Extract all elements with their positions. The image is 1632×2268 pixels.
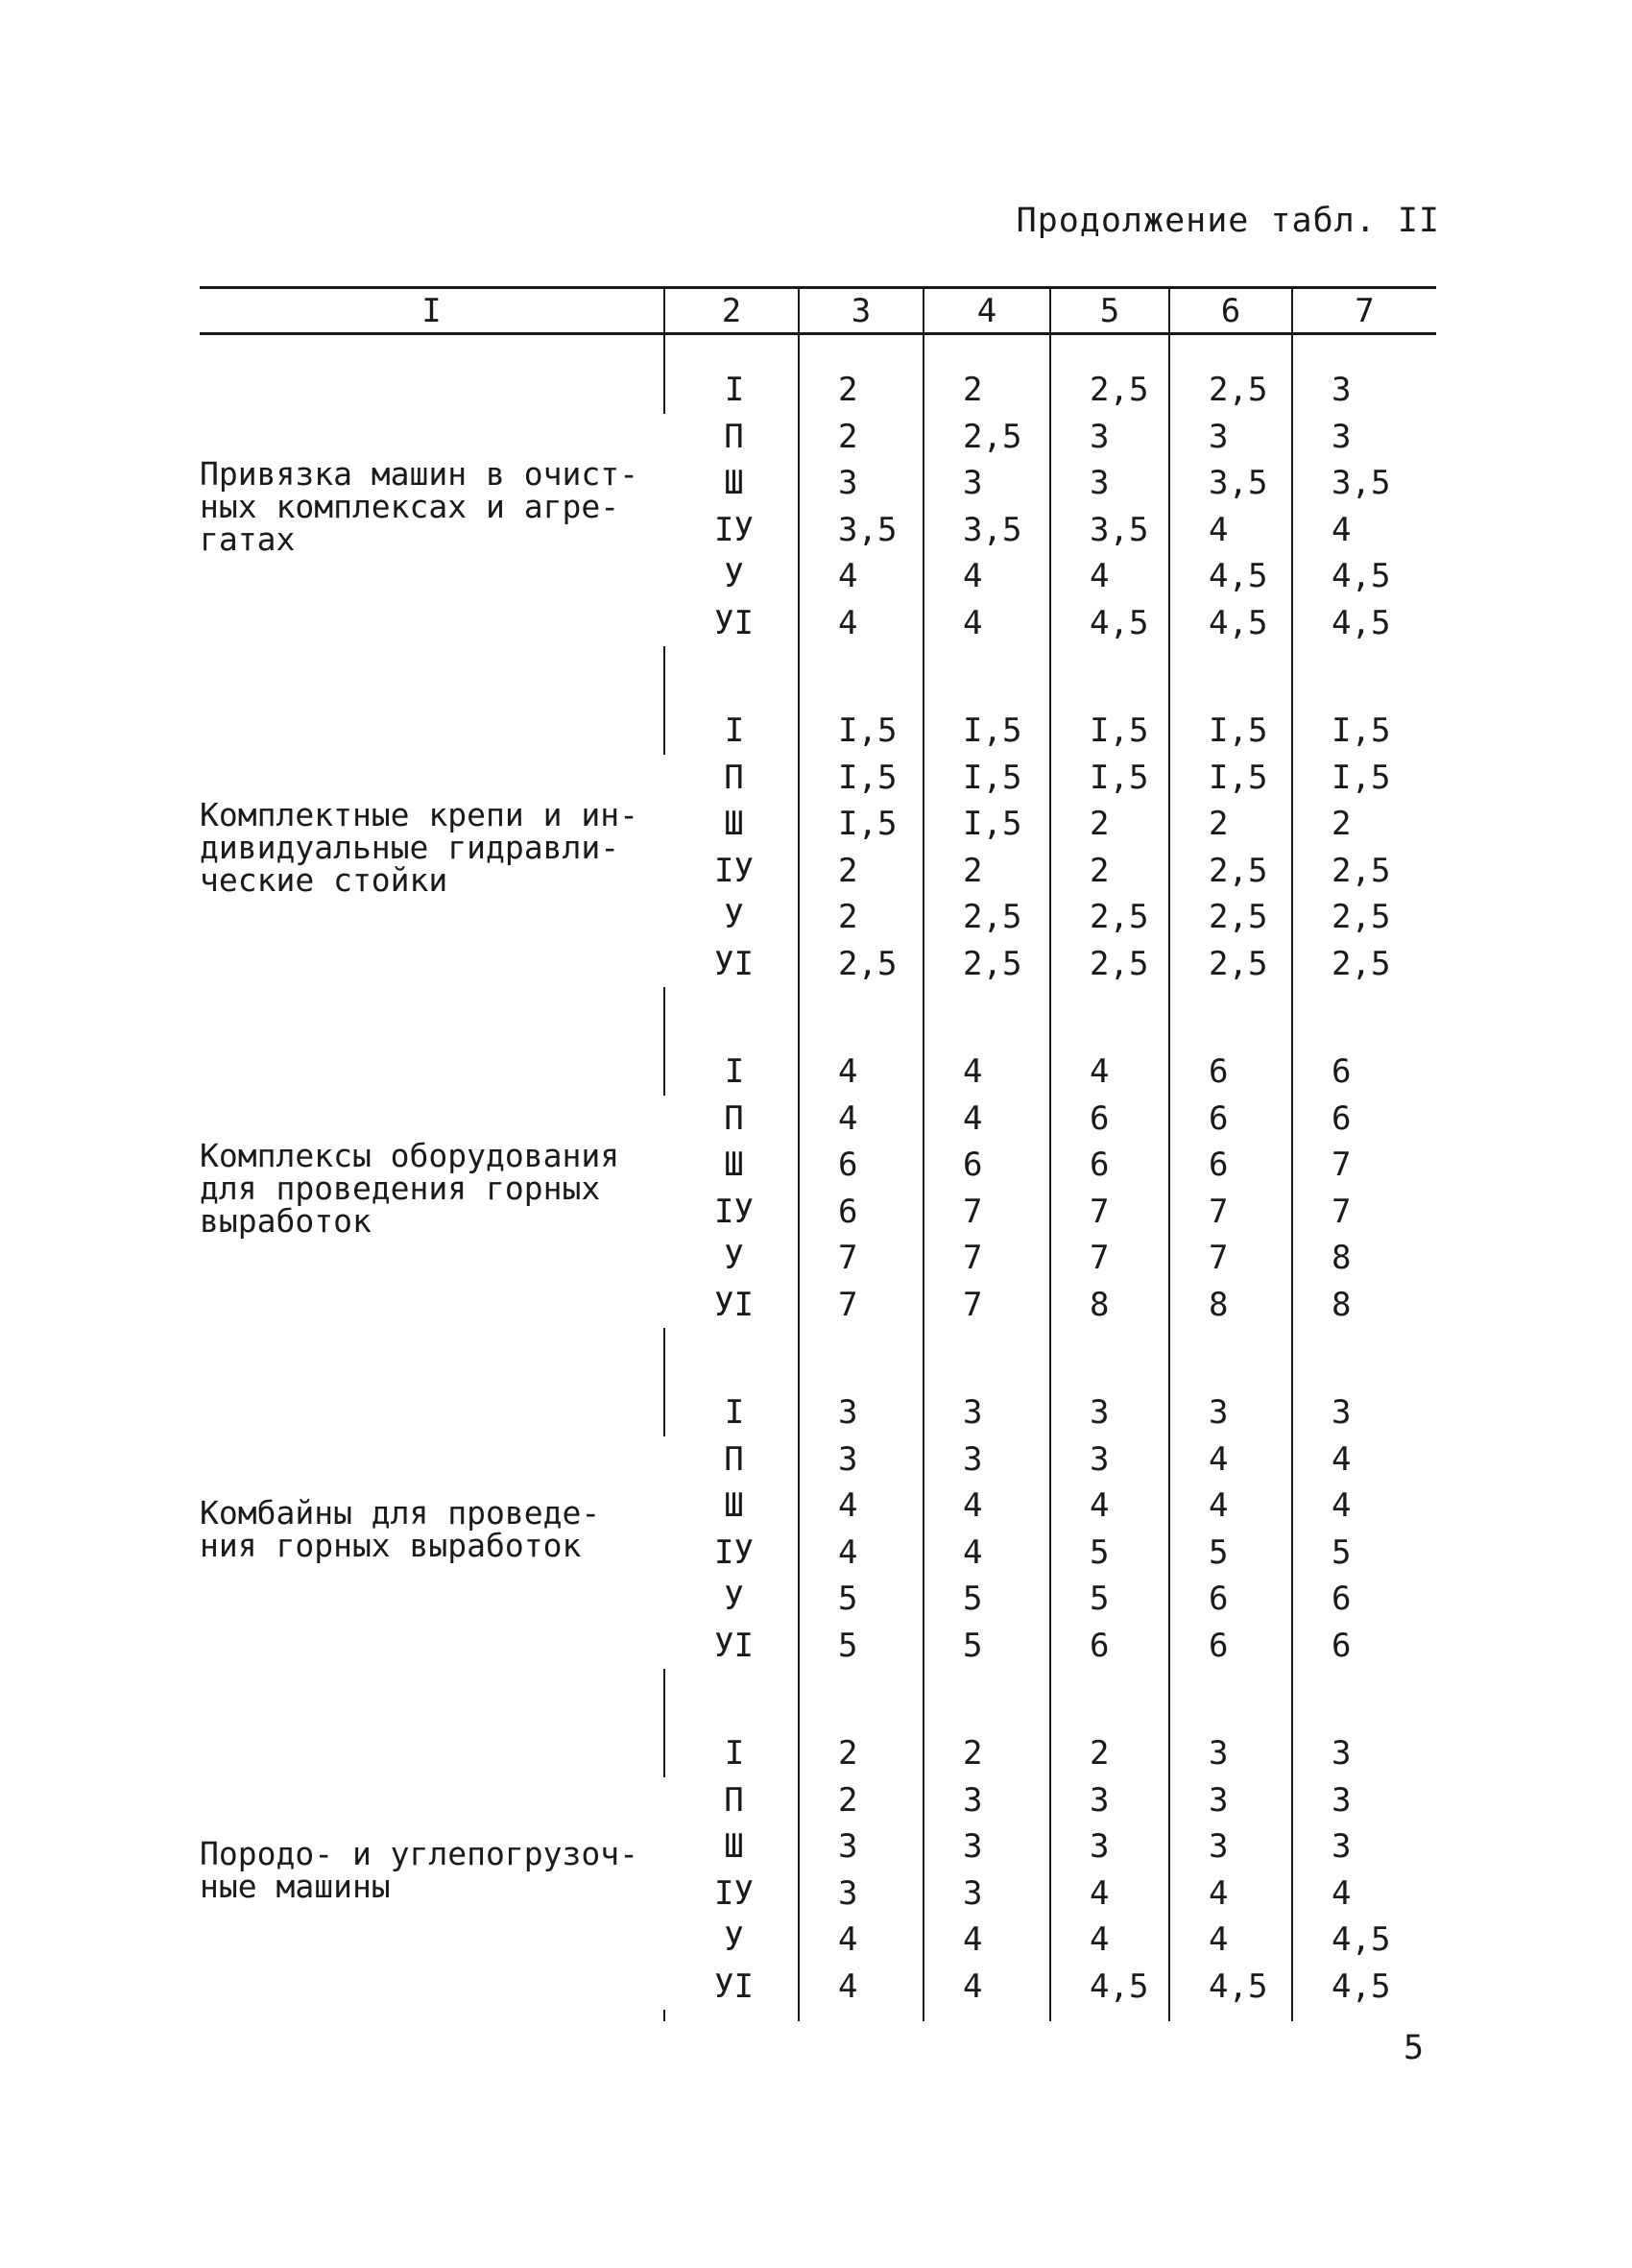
value-cell: I,5 [1169,708,1292,755]
value-cell: 3 [924,1823,1050,1870]
value-cell: 2 [1050,848,1169,895]
value-cell: 3 [1050,460,1169,507]
value-cell: 6 [924,1142,1050,1189]
category-cell: Ш [724,805,744,844]
value-cell: 4 [799,1530,924,1577]
value-cell: 6 [1050,1623,1169,1670]
group-label [200,708,664,987]
value-cell: 6 [799,1189,924,1236]
spacer-cell [664,646,799,708]
group-label [200,1389,664,1669]
value-cell: 3 [1169,1730,1292,1777]
spacer-cell [1169,334,1292,368]
value-cell: 6 [1292,1049,1436,1096]
value-cell: 2,5 [1050,367,1169,414]
value-cell: 4,5 [1169,1964,1292,2011]
value-cell: 5 [924,1623,1050,1670]
spacer-cell [664,2010,799,2021]
value-cell: 3 [1169,1823,1292,1870]
category-cell: Ш [724,464,744,503]
spacer-cell [799,987,924,1049]
category-cell: Ш [724,1486,744,1526]
value-cell: 4 [1169,1917,1292,1964]
spacer-cell [1050,1328,1169,1389]
value-cell: 2,5 [1169,367,1292,414]
category-cell: Ш [724,1146,744,1185]
value-cell: 6 [1169,1576,1292,1623]
value-cell: 4 [924,1483,1050,1530]
spacer-cell [1169,1669,1292,1730]
value-cell: 6 [1169,1049,1292,1096]
header-cell: 7 [1292,288,1436,334]
category-cell: I [664,708,799,755]
value-cell: 7 [1050,1189,1169,1236]
value-cell: 4 [1050,553,1169,600]
spacer-cell [1292,334,1436,368]
value-cell: 2,5 [1292,894,1436,941]
value-cell: 3 [924,460,1050,507]
value-cell: 3 [1292,1823,1436,1870]
group-label-line: ные машины [200,1867,391,1905]
category-cell: П [724,1780,744,1820]
value-cell: 2 [1050,801,1169,848]
group-label-line: Комбайны для проведе- [200,1493,601,1532]
group-label [200,367,664,646]
spacer-cell [924,334,1050,368]
header-cell: 5 [1050,288,1169,334]
value-cell: 7 [799,1282,924,1329]
table-row [200,1049,1436,1096]
category-cell: I [664,1049,799,1096]
value-cell: 5 [924,1576,1050,1623]
value-cell: 2 [1050,1730,1169,1777]
spacer-cell [1169,646,1292,708]
spacer-cell [799,1328,924,1389]
group-label [200,1730,664,2010]
value-cell: 2,5 [924,941,1050,988]
value-cell: 2 [799,894,924,941]
category-cell: П [724,1439,744,1479]
value-cell: 7 [924,1189,1050,1236]
group-label-line: ческие стойки [200,860,448,899]
value-cell: 8 [1169,1282,1292,1329]
header-cell: I [200,288,664,334]
spacer-cell [664,987,799,1049]
page-number: 5 [1404,2029,1425,2067]
category-cell: I [664,367,799,414]
value-cell: 6 [1169,1142,1292,1189]
value-cell: 4 [1292,1436,1436,1484]
value-cell: 4 [799,1096,924,1143]
group-label [200,1049,664,1328]
value-cell: 3 [1050,1436,1169,1484]
value-cell: 4 [1292,507,1436,554]
value-cell: 4 [924,1917,1050,1964]
value-cell: I,5 [799,708,924,755]
spacer-cell [1050,334,1169,368]
value-cell: 4 [799,1964,924,2011]
spacer-cell [200,1669,664,1730]
value-cell: 5 [1050,1530,1169,1577]
value-cell: 5 [799,1576,924,1623]
value-cell: 4 [1169,507,1292,554]
value-cell: 3 [1292,367,1436,414]
value-cell: 3 [1050,1823,1169,1870]
header-cell: 2 [664,288,799,334]
value-cell: 2,5 [1292,848,1436,895]
spacer-cell [799,2010,924,2021]
value-cell: 4 [1169,1483,1292,1530]
value-cell: 4 [799,553,924,600]
value-cell: 3,5 [799,507,924,554]
value-cell: 4,5 [1169,553,1292,600]
spacer-cell [799,646,924,708]
value-cell: 5 [1292,1530,1436,1577]
value-cell: 7 [1292,1142,1436,1189]
value-cell: 3 [799,1823,924,1870]
spacer-row [200,2010,1436,2021]
value-cell: 2,5 [799,941,924,988]
value-cell: 3 [1169,414,1292,461]
value-cell: 8 [1292,1235,1436,1282]
value-cell: 4 [799,1483,924,1530]
header-cell: 4 [924,288,1050,334]
table-row [200,367,1436,414]
value-cell: 7 [924,1282,1050,1329]
spacer-row [200,334,1436,368]
value-cell: 4 [1050,1917,1169,1964]
value-cell: I,5 [924,801,1050,848]
value-cell: 4 [799,1917,924,1964]
value-cell: 5 [799,1623,924,1670]
spacer-cell [1050,987,1169,1049]
value-cell: 6 [799,1142,924,1189]
spacer-row [200,987,1436,1049]
value-cell: 4,5 [1050,1964,1169,2011]
value-cell: 5 [1169,1530,1292,1577]
value-cell: 4 [924,1530,1050,1577]
value-cell: 4,5 [1292,600,1436,647]
value-cell: 3 [799,1389,924,1436]
value-cell: 2,5 [924,414,1050,461]
value-cell: 2,5 [1169,941,1292,988]
spacer-row [200,1328,1436,1389]
spacer-cell [1050,1669,1169,1730]
value-cell: 2,5 [1169,894,1292,941]
group-label-line: гатах [200,519,296,558]
table-row [200,1730,1436,1777]
spacer-cell [200,2010,664,2021]
spacer-cell [1292,2010,1436,2021]
value-cell: I,5 [799,755,924,802]
category-cell: П [724,758,744,797]
spacer-cell [924,1669,1050,1730]
table-caption: Продолжение табл. II [1016,202,1440,240]
spacer-cell [1292,1669,1436,1730]
spacer-cell [924,987,1050,1049]
value-cell: 4 [924,600,1050,647]
table-body [200,334,1436,2022]
spacer-cell [1292,1328,1436,1389]
spacer-cell [924,2010,1050,2021]
category-cell: У [724,1580,744,1619]
value-cell: 4 [799,1049,924,1096]
value-cell: 3 [1169,1389,1292,1436]
spacer-cell [1292,646,1436,708]
value-cell: 7 [799,1235,924,1282]
category-cell: IУ [714,1873,754,1913]
category-cell: У [724,557,744,596]
value-cell: I,5 [1050,755,1169,802]
value-cell: 2 [799,414,924,461]
value-cell: 4 [1050,1483,1169,1530]
value-cell: 4 [799,600,924,647]
value-cell: 2 [924,848,1050,895]
value-cell: 6 [1169,1623,1292,1670]
value-cell: 4 [1050,1870,1169,1918]
value-cell: 6 [1169,1096,1292,1143]
value-cell: 3,5 [1169,460,1292,507]
category-cell: IУ [714,510,754,549]
value-cell: 4,5 [1292,1964,1436,2011]
category-cell: П [724,417,744,456]
value-cell: 3,5 [1292,460,1436,507]
value-cell: 2 [799,1777,924,1824]
value-cell: 6 [1292,1576,1436,1623]
value-cell: 2,5 [924,894,1050,941]
spacer-cell [1050,646,1169,708]
category-cell: IУ [714,851,754,890]
category-cell: IУ [714,1192,754,1231]
spacer-cell [1292,987,1436,1049]
value-cell: 3 [1050,414,1169,461]
value-cell: I,5 [1169,755,1292,802]
group-label-line: Комплексы оборудования [200,1136,620,1174]
header-cell: 3 [799,288,924,334]
category-cell: Ш [724,1827,744,1867]
value-cell: 2 [799,848,924,895]
spacer-cell [200,987,664,1049]
value-cell: 4 [1169,1870,1292,1918]
category-cell: I [664,1389,799,1436]
group-label-line: для проведения горных [200,1169,601,1207]
value-cell: 2,5 [1050,894,1169,941]
value-cell: 4 [1050,1049,1169,1096]
group-label-line: Комплектные крепи и ин- [200,795,638,833]
value-cell: 4 [924,1049,1050,1096]
value-cell: 3 [1050,1777,1169,1824]
category-cell: УI [714,1966,754,2006]
spacer-cell [664,1328,799,1389]
value-cell: 3 [1169,1777,1292,1824]
category-cell: I [664,1730,799,1777]
value-cell: 3 [799,460,924,507]
spacer-cell [799,1669,924,1730]
category-cell: П [724,1098,744,1138]
table-row [200,1389,1436,1436]
value-cell: 4 [924,1096,1050,1143]
value-cell: 3 [799,1870,924,1918]
spacer-cell [799,334,924,368]
value-cell: 3 [799,1436,924,1484]
value-cell: 4,5 [1169,600,1292,647]
value-cell: 6 [1292,1623,1436,1670]
category-cell: У [724,898,744,937]
value-cell: 7 [1169,1189,1292,1236]
value-cell: 3 [924,1389,1050,1436]
spacer-cell [664,1669,799,1730]
value-cell: 6 [1050,1142,1169,1189]
spacer-cell [1169,987,1292,1049]
value-cell: 8 [1292,1282,1436,1329]
spacer-row [200,646,1436,708]
spacer-cell [200,646,664,708]
value-cell: 2 [924,367,1050,414]
value-cell: 7 [1292,1189,1436,1236]
value-cell: 2 [924,1730,1050,1777]
group-label-line: дивидуальные гидравли- [200,828,620,866]
value-cell: 3 [1292,414,1436,461]
value-cell: 3 [924,1436,1050,1484]
value-cell: 3,5 [924,507,1050,554]
group-label-line: Привязка машин в очист- [200,454,638,493]
group-label-line: выработок [200,1201,372,1240]
value-cell: 3 [1292,1389,1436,1436]
category-cell: У [724,1920,744,1960]
value-cell: 8 [1050,1282,1169,1329]
value-cell: 3 [1050,1389,1169,1436]
header-cell: 6 [1169,288,1292,334]
value-cell: 4 [1169,1436,1292,1484]
value-cell: 7 [1169,1235,1292,1282]
value-cell: 3 [924,1870,1050,1918]
category-cell: УI [714,1285,754,1324]
value-cell: 4,5 [1292,1917,1436,1964]
spacer-cell [1169,1328,1292,1389]
group-label-line: ния горных выработок [200,1526,582,1564]
value-cell: 4,5 [1050,600,1169,647]
spacer-cell [924,646,1050,708]
value-cell: 6 [1050,1096,1169,1143]
spacer-cell [1050,2010,1169,2021]
spacer-cell [1169,2010,1292,2021]
value-cell: 4,5 [1292,553,1436,600]
value-cell: 3,5 [1050,507,1169,554]
data-table [200,286,1436,2021]
value-cell: 5 [1050,1576,1169,1623]
value-cell: I,5 [799,801,924,848]
value-cell: 2 [1292,801,1436,848]
value-cell: 2 [799,1730,924,1777]
value-cell: I,5 [1292,755,1436,802]
spacer-row [200,1669,1436,1730]
value-cell: 2,5 [1292,941,1436,988]
header-row [200,288,1436,334]
value-cell: 4 [924,553,1050,600]
value-cell: I,5 [924,755,1050,802]
category-cell: IУ [714,1532,754,1572]
category-cell: УI [714,603,754,642]
value-cell: 4 [924,1964,1050,2011]
table-row [200,708,1436,755]
category-cell: У [724,1239,744,1278]
spacer-cell [200,334,664,368]
spacer-cell [664,334,799,368]
value-cell: 7 [924,1235,1050,1282]
value-cell: 3 [924,1777,1050,1824]
value-cell: 2 [799,367,924,414]
value-cell: I,5 [1292,708,1436,755]
value-cell: 4 [1292,1483,1436,1530]
category-cell: УI [714,944,754,983]
value-cell: 2,5 [1169,848,1292,895]
spacer-cell [200,1328,664,1389]
spacer-cell [924,1328,1050,1389]
group-label-line: Породо- и углепогрузоч- [200,1834,638,1872]
category-cell: УI [714,1626,754,1665]
value-cell: 3 [1292,1777,1436,1824]
value-cell: 6 [1292,1096,1436,1143]
value-cell: 2 [1169,801,1292,848]
group-label-line: ных комплексах и агре- [200,487,620,525]
value-cell: 4 [1292,1870,1436,1918]
value-cell: 2,5 [1050,941,1169,988]
value-cell: I,5 [1050,708,1169,755]
value-cell: I,5 [924,708,1050,755]
value-cell: 3 [1292,1730,1436,1777]
value-cell: 7 [1050,1235,1169,1282]
